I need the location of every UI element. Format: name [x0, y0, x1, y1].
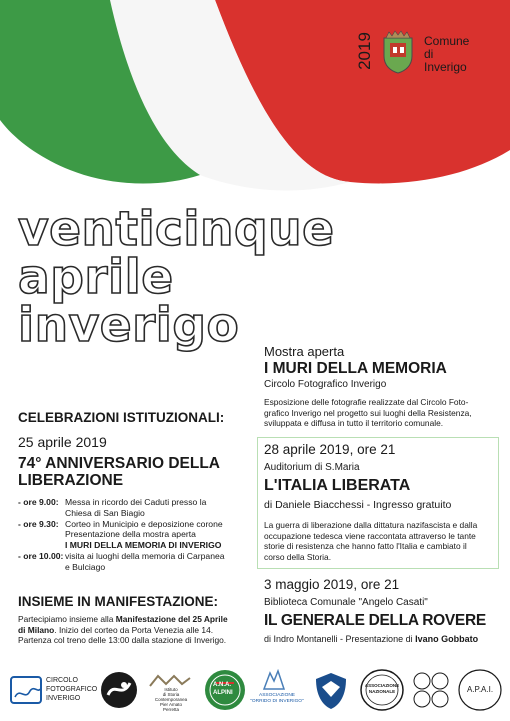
istituto-logo-text — [150, 687, 192, 712]
logo-text-line: FOTOGRAFICO — [46, 686, 98, 693]
eagle-shield-logo-icon — [314, 671, 348, 711]
insieme-heading: INSIEME IN MANIFESTAZIONE: — [18, 594, 219, 609]
mostra-organizer: Circolo Fotografico Inverigo — [264, 379, 387, 390]
evento1-title: L'ITALIA LIBERATA — [264, 477, 411, 494]
anniversario-title — [18, 455, 220, 489]
insieme-text-bold: di Milano — [18, 624, 55, 635]
evento2-venue: Biblioteca Comunale "Angelo Casati" — [264, 597, 428, 608]
insieme-text-part: Partecipiamo insieme alla — [18, 614, 116, 624]
mostra-label: Mostra aperta — [264, 344, 345, 359]
logo-text-line: di Storia — [162, 692, 180, 697]
schedule-line: Corteo in Municipio e deposizione corone — [65, 518, 223, 529]
logo-text-line: INVERIGO — [46, 695, 81, 702]
evento2-subtitle — [264, 634, 478, 644]
hero-line-venticinque: venticinque — [18, 202, 335, 257]
schedule-line: Presentazione della mostra aperta — [65, 529, 196, 540]
evento2-date: 3 maggio 2019, ore 21 — [264, 577, 400, 592]
schedule-line: Chiesa di San Biagio — [65, 507, 145, 518]
schedule-line-bold: I MURI DELLA MEMORIA DI INVERIGO — [65, 540, 222, 551]
evento1-description — [264, 520, 498, 562]
schedule-time: - ore 9.00: — [18, 497, 59, 507]
logo-text-line: "ORRIDO DI INVERIGO" — [250, 699, 304, 704]
circolo-fotografico-logo-icon — [10, 673, 44, 707]
istituto-storia-logo-icon — [148, 674, 192, 688]
schedule-item — [18, 551, 263, 573]
comune-line: di — [424, 47, 434, 61]
circolo-logo-text — [46, 676, 97, 703]
orrido-logo-icon — [262, 669, 286, 691]
year-label: 2019 — [355, 32, 374, 70]
sponsor-logos — [0, 665, 510, 715]
insieme-line — [18, 625, 268, 636]
mostra-line: grafico Inverigo nel progetto sui luoghi della Resistenza, — [264, 407, 472, 418]
schedule-list — [18, 497, 263, 573]
logo-text-line: Perretta — [162, 707, 179, 712]
logo-text-line: ASSOCIAZIONE — [259, 693, 295, 698]
anniversario-line: 74° ANNIVERSARIO DELLA — [18, 455, 220, 472]
evento1-line: occupazione tedesca viene raccontata attraverso le tante — [264, 530, 476, 541]
schedule-line: e Bulciago — [65, 561, 106, 572]
ana-logo-text: A.N.A. — [213, 682, 231, 688]
evento1-venue: Auditorium di S.Maria — [264, 462, 360, 473]
insieme-text-bold: Manifestazione del 25 Aprile — [115, 614, 228, 624]
emblem-logo-icon — [100, 671, 138, 709]
schedule-item — [18, 497, 263, 519]
logo-text-line: Contemporanea — [154, 697, 188, 702]
evento1-line: La guerra di liberazione dalla dittatura nazifascista e dalla — [264, 520, 478, 530]
schedule-desc — [65, 551, 263, 573]
evento1-line: corso della Storia. — [264, 551, 332, 562]
schedule-desc — [65, 497, 263, 519]
evento2-presenter: Ivano Gobbato — [415, 634, 479, 644]
evento1-line: storie di resistenza che hanno fatto l'Italia e cambiato il — [264, 541, 467, 551]
hero-line-aprile: aprile — [18, 250, 174, 305]
insieme-line — [18, 614, 268, 625]
celebrazioni-date: 25 aprile 2019 — [18, 434, 107, 450]
evento1-date: 28 aprile 2019, ore 21 — [264, 442, 396, 457]
comune-name — [424, 35, 469, 74]
associazione-nazionale-text — [364, 683, 400, 694]
insieme-line: Partenza col treno delle 13:00 dalla stazione di Inverigo. — [18, 635, 227, 645]
schedule-line: Messa in ricordo dei Caduti presso la — [65, 497, 207, 507]
logo-text-line: CIRCOLO — [46, 677, 78, 684]
schedule-desc — [65, 519, 263, 551]
mostra-line: Esposizione delle fotografie realizzate dal Circolo Foto- — [264, 397, 469, 407]
mostra-line: sviluppata e diffusa in tutto il territorio comunale. — [264, 418, 444, 428]
celebrazioni-heading: CELEBRAZIONI ISTITUZIONALI: — [18, 410, 225, 425]
hero-line-inverigo: inverigo — [18, 298, 240, 353]
logo-text-line: NAZIONALE — [368, 688, 396, 694]
mostra-description — [264, 397, 500, 429]
logo-text-line: Pier Amato — [159, 702, 182, 707]
logo-text-line: ASSOCIAZIONE — [364, 683, 400, 688]
logo-text-line: Istituto — [164, 687, 178, 692]
grid-circles-logo-icon — [412, 671, 450, 709]
mostra-title: I MURI DELLA MEMORIA — [264, 360, 447, 377]
schedule-time: - ore 9.30: — [18, 518, 59, 529]
evento1-subtitle: di Daniele Biacchessi - Ingresso gratuito — [264, 499, 452, 511]
italian-flag-graphic — [0, 0, 510, 200]
alpini-logo-text: ALPINI — [213, 690, 233, 696]
schedule-time: - ore 10.00: — [18, 550, 64, 561]
comune-line: Comune — [424, 34, 470, 48]
evento2-title: IL GENERALE DELLA ROVERE — [264, 612, 486, 629]
apai-logo-text: A.P.A.I. — [466, 685, 494, 694]
insieme-text — [18, 614, 268, 646]
comune-crest-icon — [381, 30, 415, 74]
orrido-logo-text — [250, 693, 304, 705]
insieme-text-part: . Inizio del corteo da Porta Venezia alle 14. — [54, 624, 214, 635]
schedule-item — [18, 519, 263, 551]
evento2-subtitle-text: di Indro Montanelli - Presentazione di — [264, 634, 416, 644]
schedule-line: visita ai luoghi della memoria di Carpanea — [65, 550, 225, 561]
anniversario-line: LIBERAZIONE — [18, 472, 124, 489]
comune-line: Inverigo — [424, 60, 467, 74]
